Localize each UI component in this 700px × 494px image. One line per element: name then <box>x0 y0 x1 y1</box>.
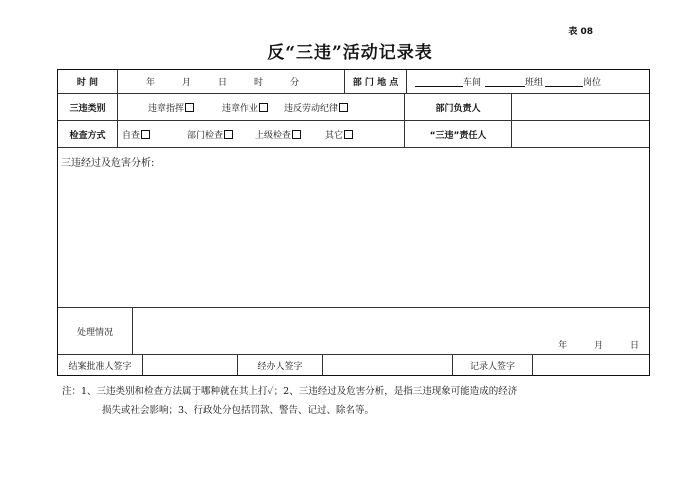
time-minute: 分 <box>290 78 300 88</box>
checkbox[interactable] <box>259 103 268 112</box>
inspection-method-options <box>118 121 405 147</box>
time-field[interactable] <box>118 70 345 93</box>
checkbox[interactable] <box>292 130 301 139</box>
dept-head-label: 部门负责人 <box>405 94 512 120</box>
analysis-label: 三违经过及危害分析: <box>61 158 155 169</box>
handling-field[interactable] <box>133 308 649 354</box>
responsible-person-label: “三违”责任人 <box>405 121 512 147</box>
table-number: 表 08 <box>568 27 593 37</box>
time-location-row <box>58 70 649 94</box>
handling-date: 年 月 日 <box>558 341 639 351</box>
form-title: 反“三违”活动记录表 <box>267 43 433 63</box>
time-day: 日 <box>218 78 228 88</box>
footnote-line-1: 注：1、三违类别和检查方法属于哪种就在其上打✓；2、三违经过及危害分析，是指三违现象可能造成的经济 <box>62 386 518 397</box>
checkbox[interactable] <box>224 130 233 139</box>
approver-label: 结案批准人签字 <box>58 355 143 375</box>
time-label: 时 间 <box>58 70 118 93</box>
violation-category-options <box>118 94 405 120</box>
location-field[interactable] <box>407 70 649 93</box>
footnote-line-2: 损失或社会影响；3、行政处分包括罚款、警告、记过、除名等。 <box>102 405 375 416</box>
option-other[interactable]: 其它 <box>325 128 353 141</box>
location-label: 部 门 地 点 <box>345 70 407 93</box>
violation-category-row <box>58 94 649 121</box>
option-labor-discipline[interactable]: 违反劳动纪律 <box>284 101 348 114</box>
handling-label: 处理情况 <box>58 308 133 354</box>
time-year: 年 <box>146 78 156 88</box>
recorder-signature-field[interactable] <box>533 355 649 375</box>
time-hour: 时 <box>254 78 264 88</box>
option-superior-check[interactable]: 上级检查 <box>255 128 301 141</box>
approver-signature-field[interactable] <box>143 355 238 375</box>
record-form <box>57 69 650 376</box>
option-self-check[interactable]: 自查 <box>122 128 150 141</box>
checkbox[interactable] <box>185 103 194 112</box>
handler-signature-field[interactable] <box>323 355 453 375</box>
dept-head-field[interactable] <box>512 94 649 120</box>
time-month: 月 <box>182 78 192 88</box>
checkbox[interactable] <box>344 130 353 139</box>
option-illegal-command[interactable]: 违章指挥 <box>148 101 194 114</box>
inspection-method-label: 检查方式 <box>58 121 118 147</box>
analysis-field[interactable] <box>58 168 649 307</box>
location-post: 岗位 <box>583 78 602 88</box>
recorder-label: 记录人签字 <box>453 355 533 375</box>
option-dept-check[interactable]: 部门检查 <box>187 128 233 141</box>
option-illegal-operation[interactable]: 违章作业 <box>222 101 268 114</box>
checkbox[interactable] <box>141 130 150 139</box>
inspection-method-row <box>58 121 649 148</box>
location-team: 班组 <box>525 78 544 88</box>
responsible-person-field[interactable] <box>512 121 649 147</box>
analysis-section <box>58 148 649 308</box>
handling-section <box>58 308 649 355</box>
violation-category-label: 三违类别 <box>58 94 118 120</box>
footnote <box>62 382 662 420</box>
handler-label: 经办人签字 <box>238 355 323 375</box>
checkbox[interactable] <box>339 103 348 112</box>
location-workshop: 车间 <box>463 78 482 88</box>
signature-row <box>58 355 649 375</box>
